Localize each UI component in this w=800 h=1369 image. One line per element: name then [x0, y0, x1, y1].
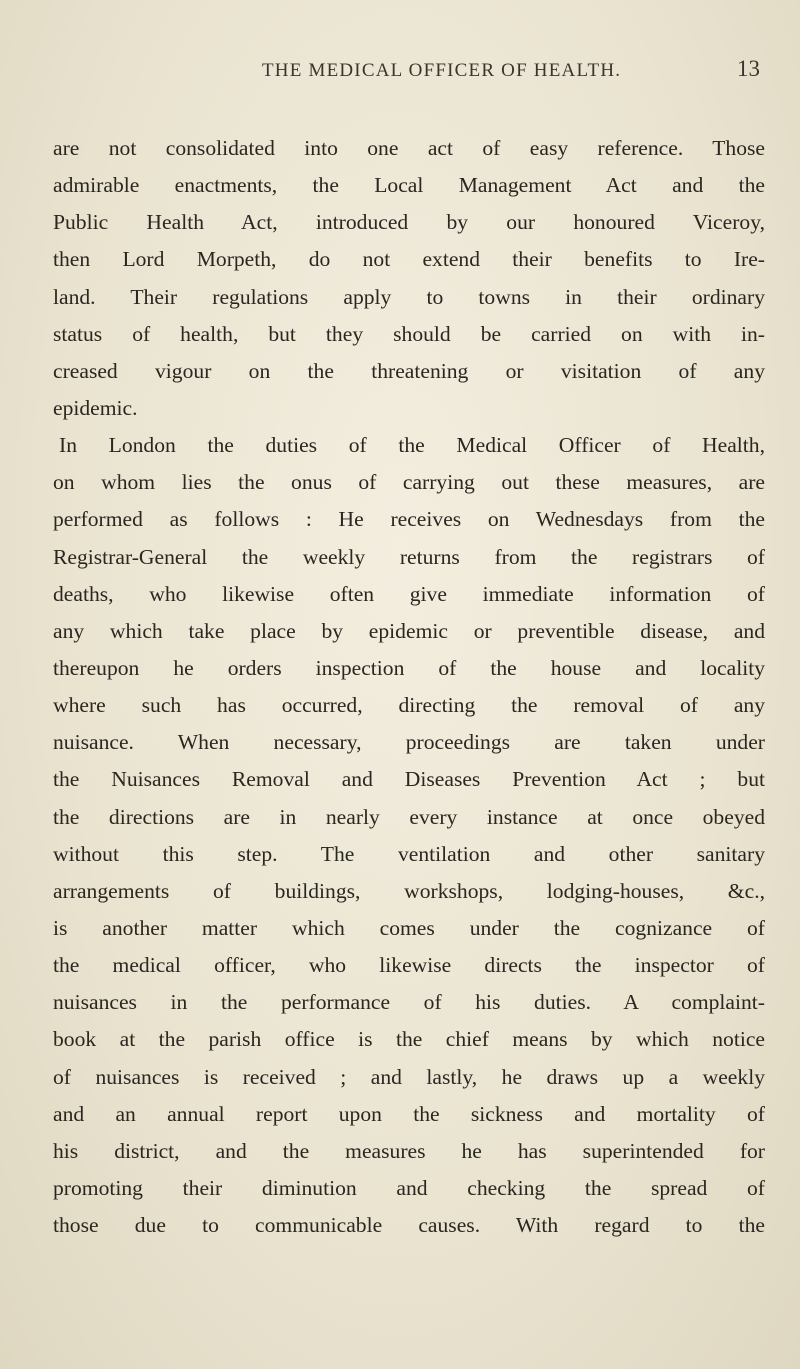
text-line: In London the duties of the Medical Officer of Health, — [59, 433, 765, 458]
paragraph-2 — [53, 427, 765, 1244]
text-line: and an annual report upon the sickness and mortality of — [53, 1101, 765, 1126]
text-line: are not consolidated into one act of easy reference. Those — [53, 136, 765, 160]
text-line: those due to communicable causes. With regard to the — [53, 1213, 765, 1238]
text-line: is another matter which comes under the cognizance of — [53, 915, 765, 940]
running-head — [0, 56, 800, 86]
text-line: Public Health Act, introduced by our honoured Viceroy, — [53, 210, 765, 235]
text-line: his district, and the measures he has superintended for — [53, 1138, 765, 1163]
text-line: admirable enactments, the Local Management Act and the — [53, 173, 765, 198]
text-line: then Lord Morpeth, do not extend their benefits to Ire- — [53, 247, 765, 272]
running-title: THE MEDICAL OFFICER OF HEALTH. — [262, 60, 622, 81]
paragraph-1 — [53, 130, 765, 427]
text-line: status of health, but they should be carried on with in- — [53, 321, 765, 346]
text-line: nuisance. When necessary, proceedings are taken under — [53, 730, 765, 755]
text-line: the directions are in nearly every instance at once obeyed — [53, 804, 765, 829]
text-line: promoting their diminution and checking the spread of — [53, 1175, 765, 1200]
page-number: 13 — [737, 56, 760, 81]
text-line: nuisances in the performance of his duties. A complaint- — [53, 990, 765, 1015]
text-line: without this step. The ventilation and other sanitary — [53, 841, 765, 866]
text-line: the Nuisances Removal and Diseases Prevention Act ; but — [53, 767, 765, 792]
text-line: book at the parish office is the chief means by which notice — [53, 1027, 765, 1052]
body-text — [53, 130, 765, 1244]
text-line: arrangements of buildings, workshops, lodging-houses, &c., — [53, 878, 765, 903]
text-line: epidemic. — [53, 395, 138, 420]
text-line: deaths, who likewise often give immediate information of — [53, 581, 765, 606]
text-line: Registrar-General the weekly returns from the registrars of — [53, 544, 765, 569]
text-line: land. Their regulations apply to towns in their ordinary — [53, 284, 765, 309]
text-line: thereupon he orders inspection of the house and locality — [53, 655, 765, 680]
text-line: on whom lies the onus of carrying out these measures, are — [53, 470, 765, 495]
text-line: of nuisances is received ; and lastly, he draws up a weekly — [53, 1064, 765, 1089]
text-line: where such has occurred, directing the removal of any — [53, 693, 765, 718]
text-line: performed as follows : He receives on Wednesdays from the — [53, 507, 765, 532]
text-line: any which take place by epidemic or preventible disease, and — [53, 618, 765, 643]
text-line: the medical officer, who likewise directs the inspector of — [53, 953, 765, 978]
text-line: creased vigour on the threatening or visitation of any — [53, 358, 765, 383]
